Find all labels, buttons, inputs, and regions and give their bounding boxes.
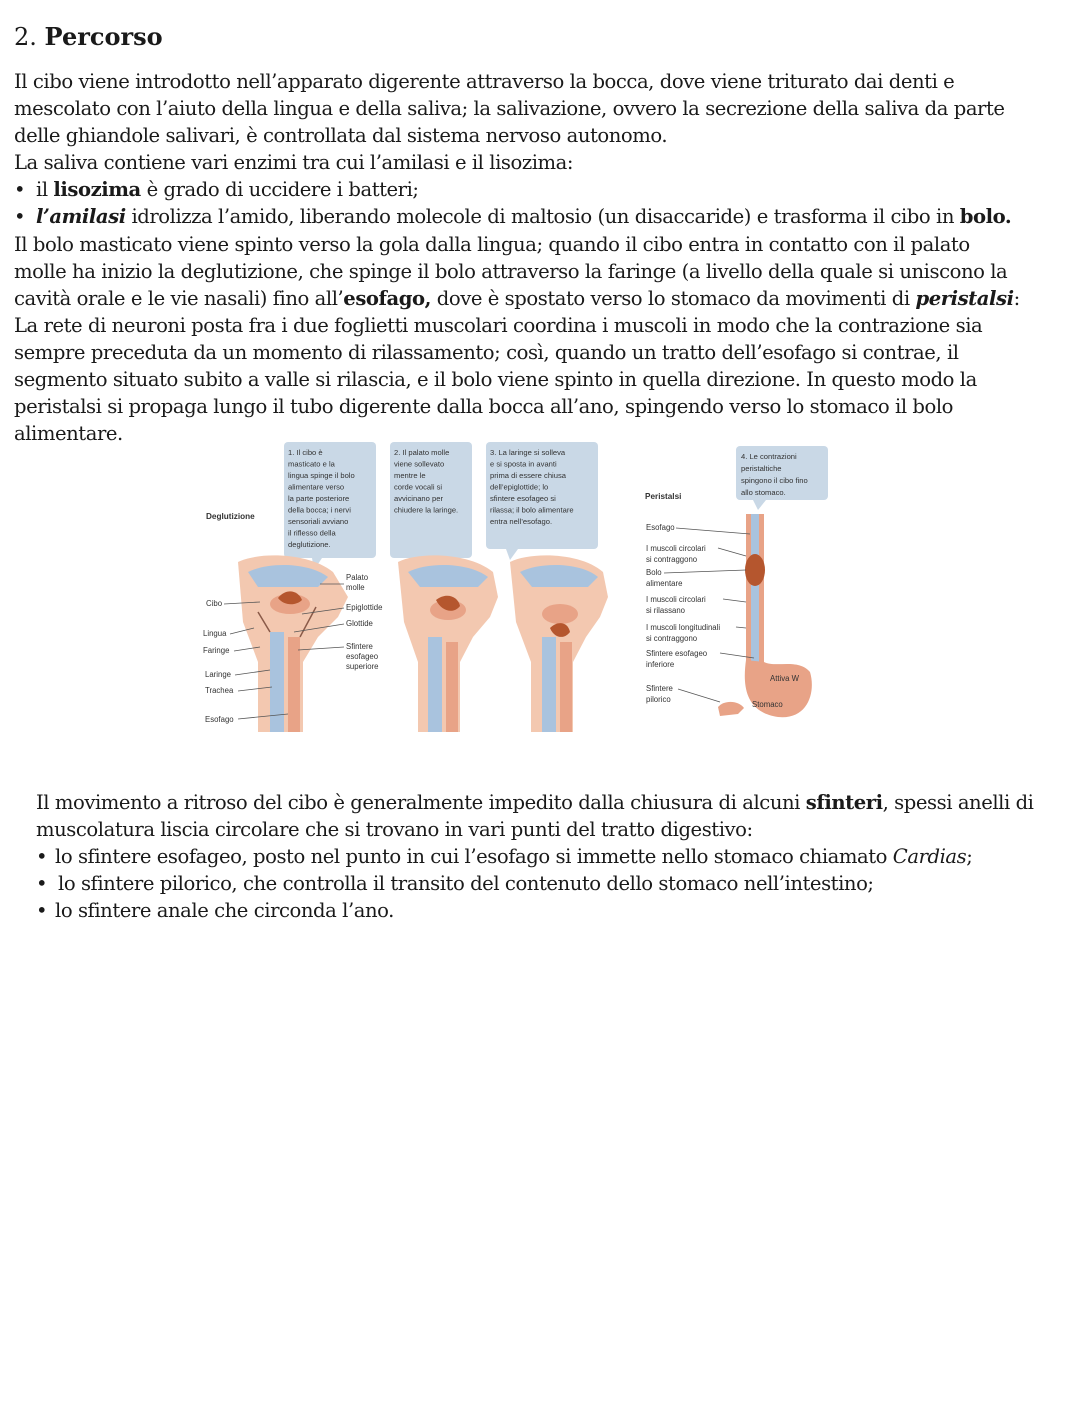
label-sfintere-superiore: Sfintere esofageo superiore [346,642,379,671]
label-glottide: Glottide [346,619,373,628]
bullet-icon: • [14,205,26,229]
bullet-icon: • [36,899,48,923]
label-esofago-left: Esofago [205,715,234,724]
bullet-icon: • [14,178,26,202]
text-line: cavità orale e le vie nasali) fino all’esofago, dove è spostato verso lo stomaco da movimenti di peristalsi: [14,286,1020,310]
callout-step3-text: 3. La laringe si solleva e si sposta in avanti prima di essere chiusa dell’epiglottide; lo sfintere esofageo si rilassa; il bolo alimentare entra nell’esofago. [490,448,574,526]
bullet-sfintere-anale: • lo sfintere anale che circonda l’ano. [36,897,1066,924]
bullet-sfintere-pilorico: • lo sfintere pilorico, che controlla il transito del contenuto dello stomaco nell’intestino; [36,870,1066,897]
label-laringe: Laringe [205,670,232,679]
label-peristalsi: Peristalsi [645,492,682,501]
esophagus-stomach-illustration [718,514,812,717]
label-lingua: Lingua [203,629,227,638]
text-line: La rete di neuroni posta fra i due foglietti muscolari coordina i muscoli in modo che la contrazione sia [14,313,983,337]
paragraph-digestion [14,68,1054,447]
label-deglutizione: Deglutizione [206,512,255,521]
label-stomaco: Stomaco [752,700,783,709]
callout-pointer [753,500,766,510]
paragraph-sfinteri [36,789,1066,924]
head-illustration-2 [398,555,498,732]
label-faringe: Faringe [203,646,230,655]
label-esofago-right: Esofago [646,523,675,532]
text-line: mescolato con l’aiuto della lingua e della saliva; la salivazione, ovvero la secrezione della saliva da parte [14,97,1005,121]
label-sfintere-esofageo-inferiore: Sfintere esofageo inferiore [646,649,708,669]
text-line: peristalsi si propaga lungo il tubo digerente dalla bocca all’ano, spingendo verso lo stomaco il bolo [14,395,954,419]
text-line: muscolatura liscia circolare che si trovano in vari punti del tratto digestivo: [36,818,753,842]
label-sfintere-pilorico: Sfintere pilorico [646,684,673,704]
text-line: delle ghiandole salivari, è controllata dal sistema nervoso autonomo. [14,124,668,148]
label-trachea: Trachea [205,686,234,695]
watermark-text: Attiva W [770,674,800,683]
bullet-sfintere-esofageo: • lo sfintere esofageo, posto nel punto in cui l’esofago si immette nello stomaco chiamato Cardias; [36,843,1066,870]
text-line: Il cibo viene introdotto nell’apparato digerente attraverso la bocca, dove viene triturato dai denti e [14,70,955,93]
head-illustration-3 [510,555,608,732]
text-line: Il movimento a ritroso del cibo è generalmente impedito dalla chiusura di alcuni sfinteri, spessi anelli di [36,791,1034,814]
callout-step2-text: 2. Il palato molle viene sollevato mentre le corde vocali si avvicinano per chiudere la laringe. [394,448,459,515]
label-muscoli-longitudinali: I muscoli longitudinali si contraggono [646,623,721,643]
swallowing-peristalsis-figure [198,432,843,737]
callout-step4-text: 4. Le contrazioni peristaltiche spingono il cibo fino allo stomaco. [741,452,808,497]
text-line: sempre preceduta da un momento di rilassamento; così, quando un tratto dell’esofago si contrae, il [14,340,959,364]
section-heading [14,22,163,51]
section-title: Percorso [44,22,163,51]
callout-pointer [506,549,518,560]
bullet-icon: • [36,872,48,896]
label-bolo-alimentare: Bolo alimentare [646,568,683,588]
text-line: segmento situato subito a valle si rilascia, e il bolo viene spinto in quella direzione. In questo modo la [14,368,977,392]
bullet-lisozima: • il lisozima è grado di uccidere i batteri; [14,176,1054,203]
label-muscoli-contraggono: I muscoli circolari si contraggono [646,544,706,564]
label-epiglottide: Epiglottide [346,603,383,612]
label-cibo: Cibo [206,599,223,608]
bullet-amilasi: • l’amilasi idrolizza l’amido, liberando molecole di maltosio (un disaccaride) e trasforma il cibo in bolo. [14,203,1054,230]
text-line: alimentare. [14,422,123,446]
text-line: Il bolo masticato viene spinto verso la gola dalla lingua; quando il cibo entra in contatto con il palato [14,232,970,256]
label-muscoli-rilassano: I muscoli circolari si rilassano [646,595,706,615]
label-palato: Palato molle [346,573,369,592]
bullet-icon: • [36,845,48,869]
head-illustration-1 [238,555,348,732]
callout-step1-text: 1. Il cibo è masticato e la lingua spinge il bolo alimentare verso la parte posteriore della bocca; i nervi sensoriali avviano il riflesso della deglutizione. [288,448,355,549]
text-line: La saliva contiene vari enzimi tra cui l’amilasi e il lisozima: [14,151,574,175]
section-number: 2. [14,23,37,51]
text-line: molle ha inizio la deglutizione, che spinge il bolo attraverso la faringe (a livello della quale si uniscono la [14,259,1008,283]
